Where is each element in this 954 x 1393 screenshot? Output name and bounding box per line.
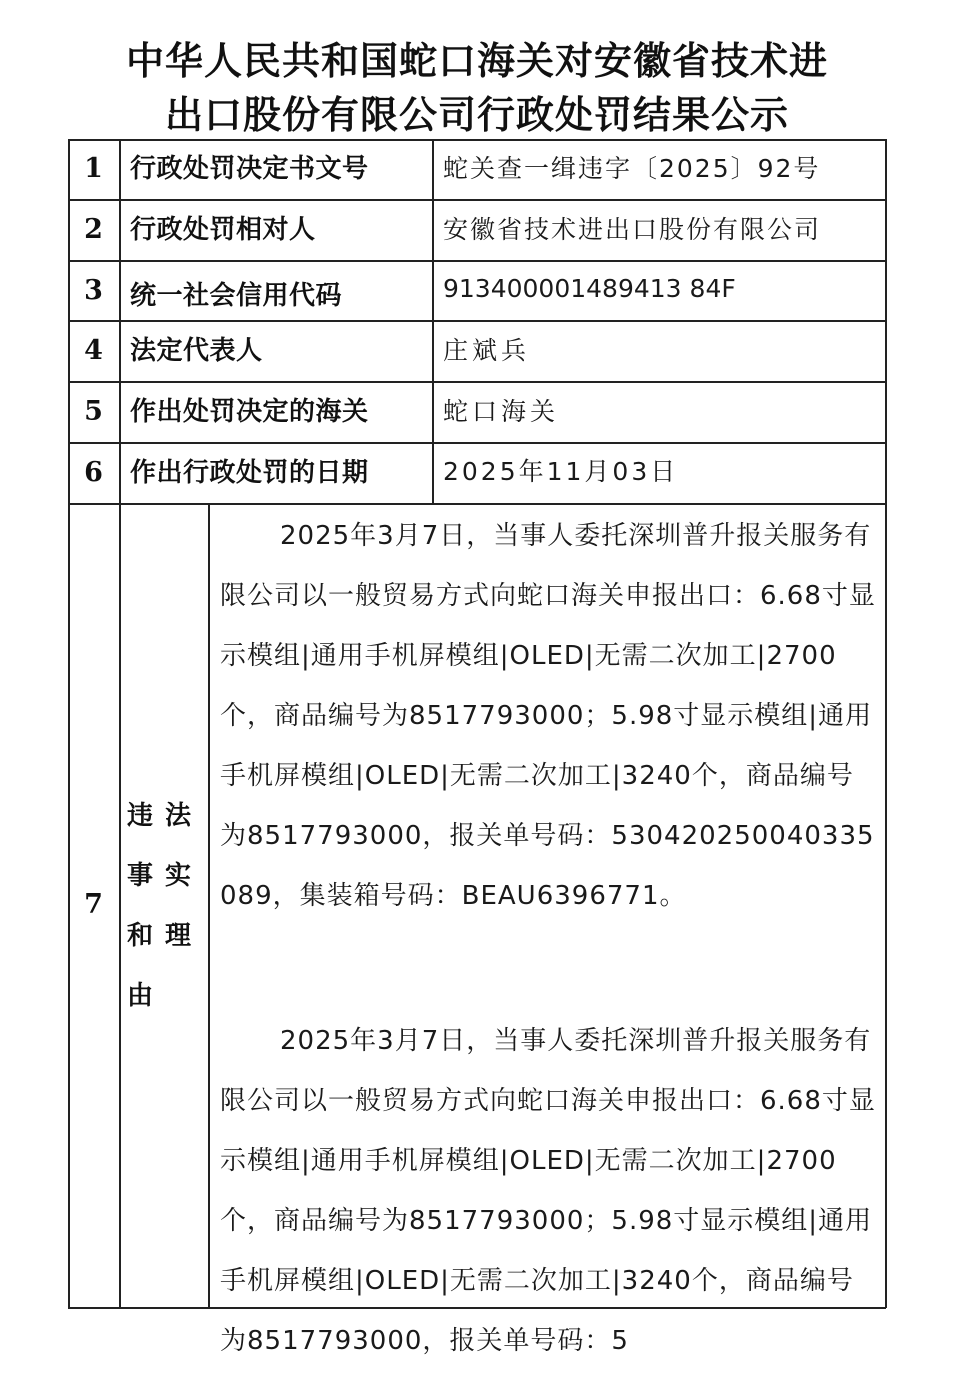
row-value: 913400001489413 84F bbox=[443, 274, 736, 303]
row-value: 安徽省技术进出口股份有限公司 bbox=[443, 215, 822, 244]
reason-label: 违法事实和理由 bbox=[127, 801, 204, 1011]
row-label: 行政处罚相对人 bbox=[130, 215, 316, 245]
column-divider bbox=[208, 503, 210, 1308]
row-label: 统一社会信用代码 bbox=[130, 281, 343, 311]
row-divider bbox=[68, 503, 886, 505]
title-line-2: 出口股份有限公司行政处罚结果公示 bbox=[164, 92, 789, 137]
row-number: 3 bbox=[84, 275, 103, 306]
row-label: 法定代表人 bbox=[130, 336, 263, 366]
reason-paragraph: 2025年3月7日，当事人委托深圳普升报关服务有限公司以一般贸易方式向蛇口海关申报出口：6.68寸显示模组|通用手机屏模组|OLED|无需二次加工|2700个，商品编号为8517793000；5.98寸显示模组|通用手机屏模组|OLED|无需二次加工|3240个，商品编号为8517793000，报关单号码：530420250040335089，集装箱号码：BEAU6396771。 bbox=[220, 521, 876, 911]
row-divider bbox=[68, 260, 886, 262]
row-label: 作出行政处罚的日期 bbox=[130, 458, 369, 488]
row-number: 5 bbox=[84, 396, 103, 427]
document-title bbox=[0, 34, 954, 142]
row-number: 2 bbox=[84, 214, 103, 245]
reason-body bbox=[220, 506, 880, 1356]
reason-paragraph: 2025年3月7日，当事人委托深圳普升报关服务有限公司以一般贸易方式向蛇口海关申报出口：6.68寸显示模组|通用手机屏模组|OLED|无需二次加工|2700个，商品编号为8517793000；5.98寸显示模组|通用手机屏模组|OLED|无需二次加工|3240个，商品编号为8517793000，报关单号码：5 bbox=[220, 1026, 876, 1356]
row-value: 蛇口海关 bbox=[443, 397, 560, 426]
row-number: 1 bbox=[84, 153, 103, 184]
column-divider bbox=[119, 139, 121, 1308]
row-number: 4 bbox=[84, 335, 103, 366]
row-number: 7 bbox=[84, 889, 103, 920]
table-border-right bbox=[885, 139, 887, 1308]
row-value: 2025年11月03日 bbox=[443, 457, 679, 486]
row-label: 行政处罚决定书文号 bbox=[130, 154, 369, 184]
row-divider bbox=[68, 320, 886, 322]
row-number: 6 bbox=[84, 457, 103, 488]
title-line-1: 中华人民共和国蛇口海关对安徽省技术进 bbox=[125, 38, 828, 83]
row-divider bbox=[68, 199, 886, 201]
row-divider bbox=[68, 442, 886, 444]
row-divider bbox=[68, 381, 886, 383]
row-label: 作出处罚决定的海关 bbox=[130, 397, 369, 427]
column-divider bbox=[432, 139, 434, 504]
row-value: 庄斌兵 bbox=[443, 336, 531, 365]
table-border-left bbox=[68, 139, 70, 1308]
row-value: 蛇关查一缉违字〔2025〕92号 bbox=[443, 154, 821, 183]
table-border-top bbox=[68, 139, 886, 141]
